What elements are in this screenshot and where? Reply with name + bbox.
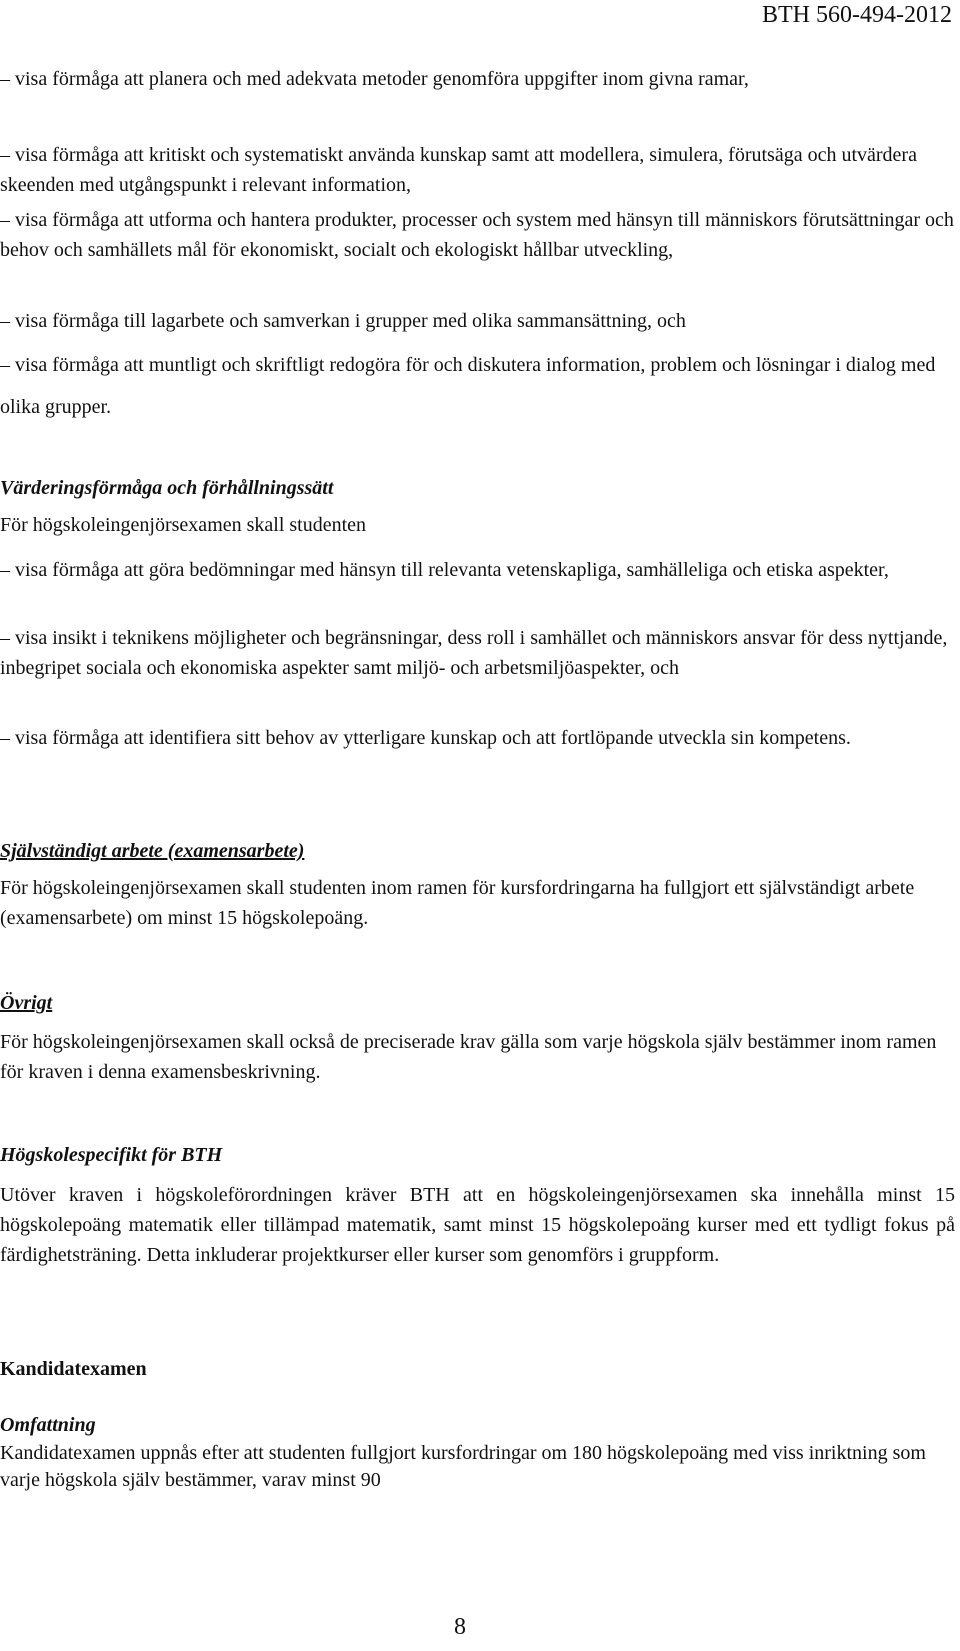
section-heading-thesis: Självständigt arbete (examensarbete) <box>0 840 305 862</box>
paragraph: För högskoleingenjörsexamen skall studenten inom ramen för kursfordringarna ha fullgjort ett självständigt arbete (examensarbete) om minst 15 högskolepoäng. <box>0 877 915 929</box>
list-item: – visa förmåga att muntligt och skriftligt redogöra för och diskutera information, problem och lösningar i dialog med olika grupper. <box>0 354 936 418</box>
paragraph: För högskoleingenjörsexamen skall också de preciserade krav gälla som varje högskola själv bestämmer inom ramen för kraven i denna examensbeskrivning. <box>0 1031 937 1083</box>
list-item: – visa förmåga att planera och med adekvata metoder genomföra uppgifter inom givna ramar, <box>0 68 749 90</box>
section-intro: För högskoleingenjörsexamen skall studenten <box>0 514 367 536</box>
page-number: 8 <box>454 1614 466 1640</box>
list-item: – visa insikt i teknikens möjligheter och begränsningar, dess roll i samhället och människors ansvar för dess nyttjande, inbegripet sociala och ekonomiska aspekter samt miljö- och arbetsmiljöaspekter, och <box>0 627 948 679</box>
section-heading-kandidat: Kandidatexamen <box>0 1358 147 1380</box>
paragraph: Kandidatexamen uppnås efter att studenten fullgjort kursfordringar om 180 högskolepoäng med viss inriktning som varje högskola själv bestämmer, varav minst 90 <box>0 1442 926 1491</box>
list-item: – visa förmåga att utforma och hantera produkter, processer och system med hänsyn till människors förutsättningar och behov och samhällets mål för ekonomiskt, socialt och ekologiskt hållbar utveckling, <box>0 209 954 261</box>
subheading-omfattning: Omfattning <box>0 1414 96 1436</box>
section-heading-other: Övrigt <box>0 992 53 1014</box>
document-id-header: BTH 560-494-2012 <box>762 2 952 28</box>
section-heading-bth: Högskolespecifikt för BTH <box>0 1144 223 1166</box>
section-heading-values: Värderingsförmåga och förhållningssätt <box>0 477 334 499</box>
list-item: – visa förmåga att identifiera sitt behov av ytterligare kunskap och att fortlöpande utveckla sin kompetens. <box>0 727 851 749</box>
list-item: – visa förmåga till lagarbete och samverkan i grupper med olika sammansättning, och <box>0 310 686 332</box>
list-item: – visa förmåga att kritiskt och systematiskt använda kunskap samt att modellera, simulera, förutsäga och utvärdera skeenden med utgångspunkt i relevant information, <box>0 144 917 196</box>
paragraph: Utöver kraven i högskoleförordningen kräver BTH att en högskoleingenjörsexamen ska innehålla minst 15 högskolepoäng matematik eller tillämpad matematik, samt minst 15 högskolepoäng kurser med ett tydligt fokus på färdighetsträning. Detta inkluderar projektkurser eller kurser som genomförs i gruppform. <box>0 1184 955 1266</box>
list-item: – visa förmåga att göra bedömningar med hänsyn till relevanta vetenskapliga, samhälleliga och etiska aspekter, <box>0 559 889 581</box>
